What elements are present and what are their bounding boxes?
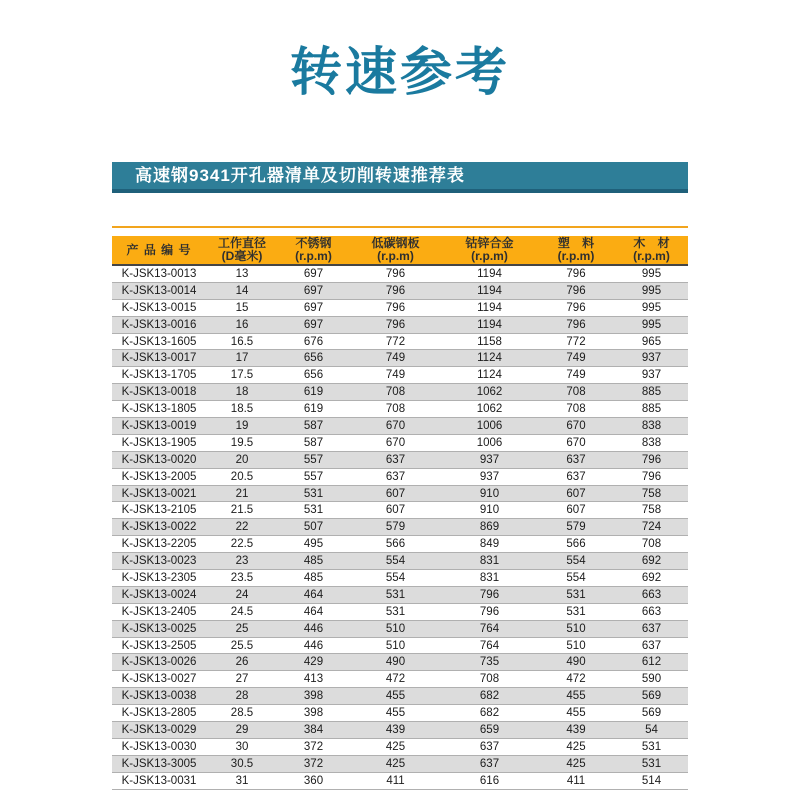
cell: 510 <box>537 638 615 655</box>
cell: 619 <box>278 401 349 418</box>
cell: 554 <box>349 553 442 570</box>
cell: 831 <box>442 553 537 570</box>
cell: 796 <box>537 300 615 317</box>
cell: K-JSK13-0017 <box>112 350 206 367</box>
table-row <box>112 486 688 503</box>
cell: 30.5 <box>206 756 278 773</box>
cell: 510 <box>349 621 442 638</box>
cell: 372 <box>278 739 349 756</box>
banner-title: 高速钢9341开孔器清单及切削转速推荐表 <box>135 166 465 185</box>
cell: 697 <box>278 283 349 300</box>
cell: 708 <box>615 536 688 553</box>
cell: 531 <box>278 502 349 519</box>
cell: 663 <box>615 587 688 604</box>
cell: 25.5 <box>206 638 278 655</box>
cell: 697 <box>278 300 349 317</box>
cell: 507 <box>278 519 349 536</box>
cell: 885 <box>615 384 688 401</box>
cell: 758 <box>615 486 688 503</box>
cell: K-JSK13-2305 <box>112 570 206 587</box>
cell: 995 <box>615 317 688 334</box>
cell: 764 <box>442 621 537 638</box>
cell: 637 <box>615 621 688 638</box>
table-row <box>112 401 688 418</box>
cell: 749 <box>537 350 615 367</box>
cell: 1158 <box>442 334 537 351</box>
cell: 796 <box>537 283 615 300</box>
cell: 869 <box>442 519 537 536</box>
cell: 965 <box>615 334 688 351</box>
cell: 656 <box>278 367 349 384</box>
cell: 19 <box>206 418 278 435</box>
table-row <box>112 367 688 384</box>
table-row <box>112 739 688 756</box>
cell: 510 <box>537 621 615 638</box>
table-row <box>112 671 688 688</box>
cell: 531 <box>615 756 688 773</box>
cell: 670 <box>537 418 615 435</box>
cell: 910 <box>442 502 537 519</box>
cell: K-JSK13-2005 <box>112 469 206 486</box>
cell: 838 <box>615 435 688 452</box>
cell: 937 <box>615 350 688 367</box>
cell: K-JSK13-1605 <box>112 334 206 351</box>
cell: 439 <box>349 722 442 739</box>
cell: 531 <box>537 604 615 621</box>
accent-line <box>112 226 688 228</box>
cell: K-JSK13-0021 <box>112 486 206 503</box>
cell: 398 <box>278 705 349 722</box>
cell: 758 <box>615 502 688 519</box>
cell: K-JSK13-0020 <box>112 452 206 469</box>
cell: 676 <box>278 334 349 351</box>
cell: 590 <box>615 671 688 688</box>
cell: 531 <box>615 739 688 756</box>
cell: 566 <box>537 536 615 553</box>
table-row <box>112 621 688 638</box>
cell: 30 <box>206 739 278 756</box>
cell: 17.5 <box>206 367 278 384</box>
cell: 796 <box>349 317 442 334</box>
cell: K-JSK13-0014 <box>112 283 206 300</box>
cell: 1194 <box>442 283 537 300</box>
cell: 411 <box>537 773 615 790</box>
cell: 656 <box>278 350 349 367</box>
cell: 569 <box>615 705 688 722</box>
speed-table <box>112 236 688 790</box>
speed-table-wrap <box>112 236 688 790</box>
cell: 514 <box>615 773 688 790</box>
table-row <box>112 604 688 621</box>
col-header-low-carbon-steel: 低碳钢板 (r.p.m) <box>349 236 442 266</box>
cell: 398 <box>278 688 349 705</box>
table-row <box>112 300 688 317</box>
cell: 413 <box>278 671 349 688</box>
cell: K-JSK13-2105 <box>112 502 206 519</box>
cell: 510 <box>349 638 442 655</box>
cell: 637 <box>349 469 442 486</box>
cell: 692 <box>615 570 688 587</box>
cell: 1124 <box>442 367 537 384</box>
cell: 1006 <box>442 418 537 435</box>
cell: 446 <box>278 621 349 638</box>
cell: 554 <box>537 553 615 570</box>
cell: 446 <box>278 638 349 655</box>
cell: 455 <box>537 688 615 705</box>
cell: 670 <box>349 435 442 452</box>
table-row <box>112 334 688 351</box>
cell: 637 <box>537 469 615 486</box>
cell: 472 <box>537 671 615 688</box>
cell: 490 <box>537 654 615 671</box>
cell: 23 <box>206 553 278 570</box>
cell: 749 <box>537 367 615 384</box>
cell: 14 <box>206 283 278 300</box>
cell: K-JSK13-2205 <box>112 536 206 553</box>
cell: 531 <box>349 604 442 621</box>
table-row <box>112 688 688 705</box>
cell: 670 <box>537 435 615 452</box>
col-header-cobalt-zinc-alloy: 钴锌合金 (r.p.m) <box>442 236 537 266</box>
cell: 772 <box>537 334 615 351</box>
cell: 360 <box>278 773 349 790</box>
cell: 384 <box>278 722 349 739</box>
cell: 849 <box>442 536 537 553</box>
cell: 838 <box>615 418 688 435</box>
cell: 472 <box>349 671 442 688</box>
cell: 26 <box>206 654 278 671</box>
cell: 566 <box>349 536 442 553</box>
cell: K-JSK13-0019 <box>112 418 206 435</box>
cell: 24 <box>206 587 278 604</box>
table-header <box>112 236 688 266</box>
cell: 16.5 <box>206 334 278 351</box>
table-row <box>112 519 688 536</box>
cell: 749 <box>349 350 442 367</box>
cell: 937 <box>442 469 537 486</box>
col-header-stainless-steel: 不锈钢 (r.p.m) <box>278 236 349 266</box>
table-body <box>112 266 688 790</box>
cell: K-JSK13-1705 <box>112 367 206 384</box>
cell: 439 <box>537 722 615 739</box>
page-title: 转速参考 <box>289 44 510 102</box>
cell: 796 <box>349 300 442 317</box>
cell: 22 <box>206 519 278 536</box>
cell: 23.5 <box>206 570 278 587</box>
cell: 557 <box>278 452 349 469</box>
cell: 796 <box>537 317 615 334</box>
cell: 796 <box>349 283 442 300</box>
cell: 531 <box>349 587 442 604</box>
table-row <box>112 654 688 671</box>
cell: 425 <box>349 756 442 773</box>
cell: 495 <box>278 536 349 553</box>
cell: 796 <box>442 587 537 604</box>
cell: 579 <box>537 519 615 536</box>
cell: 637 <box>615 638 688 655</box>
cell: 796 <box>615 452 688 469</box>
cell: 995 <box>615 283 688 300</box>
cell: 54 <box>615 722 688 739</box>
cell: 485 <box>278 553 349 570</box>
cell: K-JSK13-0031 <box>112 773 206 790</box>
cell: 425 <box>537 756 615 773</box>
cell: 587 <box>278 418 349 435</box>
cell: 885 <box>615 401 688 418</box>
table-row <box>112 502 688 519</box>
cell: 682 <box>442 688 537 705</box>
cell: 490 <box>349 654 442 671</box>
cell: K-JSK13-0015 <box>112 300 206 317</box>
cell: 708 <box>537 384 615 401</box>
cell: 1006 <box>442 435 537 452</box>
table-banner <box>112 162 688 193</box>
cell: 796 <box>349 266 442 283</box>
table-row <box>112 536 688 553</box>
cell: 429 <box>278 654 349 671</box>
cell: K-JSK13-0016 <box>112 317 206 334</box>
col-header-plastic: 塑 料 (r.p.m) <box>537 236 615 266</box>
cell: 637 <box>442 739 537 756</box>
cell: 1194 <box>442 300 537 317</box>
cell: 554 <box>537 570 615 587</box>
cell: 831 <box>442 570 537 587</box>
cell: 796 <box>537 266 615 283</box>
cell: 735 <box>442 654 537 671</box>
cell: K-JSK13-0018 <box>112 384 206 401</box>
cell: 18 <box>206 384 278 401</box>
cell: 772 <box>349 334 442 351</box>
cell: K-JSK13-0022 <box>112 519 206 536</box>
table-row <box>112 553 688 570</box>
cell: 796 <box>442 604 537 621</box>
cell: K-JSK13-2405 <box>112 604 206 621</box>
cell: 554 <box>349 570 442 587</box>
table-row <box>112 638 688 655</box>
cell: 25 <box>206 621 278 638</box>
cell: 749 <box>349 367 442 384</box>
table-row <box>112 773 688 790</box>
cell: 19.5 <box>206 435 278 452</box>
cell: 531 <box>278 486 349 503</box>
cell: K-JSK13-0027 <box>112 671 206 688</box>
cell: 619 <box>278 384 349 401</box>
cell: 607 <box>537 486 615 503</box>
cell: 607 <box>349 486 442 503</box>
cell: 20.5 <box>206 469 278 486</box>
cell: 708 <box>537 401 615 418</box>
cell: 372 <box>278 756 349 773</box>
cell: 910 <box>442 486 537 503</box>
cell: 995 <box>615 266 688 283</box>
cell: K-JSK13-0025 <box>112 621 206 638</box>
cell: K-JSK13-0026 <box>112 654 206 671</box>
cell: 464 <box>278 604 349 621</box>
table-row <box>112 317 688 334</box>
cell: K-JSK13-0023 <box>112 553 206 570</box>
table-row <box>112 418 688 435</box>
cell: 22.5 <box>206 536 278 553</box>
cell: 425 <box>537 739 615 756</box>
cell: K-JSK13-0013 <box>112 266 206 283</box>
table-row <box>112 722 688 739</box>
cell: K-JSK13-0038 <box>112 688 206 705</box>
cell: 607 <box>349 502 442 519</box>
cell: K-JSK13-0024 <box>112 587 206 604</box>
cell: 1194 <box>442 266 537 283</box>
cell: 15 <box>206 300 278 317</box>
table-row <box>112 756 688 773</box>
cell: 708 <box>349 384 442 401</box>
cell: K-JSK13-0030 <box>112 739 206 756</box>
col-header-working-diameter: 工作直径 (D毫米) <box>206 236 278 266</box>
table-row <box>112 570 688 587</box>
cell: 692 <box>615 553 688 570</box>
table-row <box>112 469 688 486</box>
cell: 27 <box>206 671 278 688</box>
cell: 637 <box>349 452 442 469</box>
cell: 607 <box>537 502 615 519</box>
cell: 659 <box>442 722 537 739</box>
cell: 796 <box>615 469 688 486</box>
cell: 485 <box>278 570 349 587</box>
cell: 637 <box>442 756 537 773</box>
cell: 697 <box>278 317 349 334</box>
cell: 464 <box>278 587 349 604</box>
table-row <box>112 452 688 469</box>
table-row <box>112 266 688 283</box>
cell: 21.5 <box>206 502 278 519</box>
cell: 16 <box>206 317 278 334</box>
cell: K-JSK13-0029 <box>112 722 206 739</box>
cell: 24.5 <box>206 604 278 621</box>
cell: K-JSK13-1805 <box>112 401 206 418</box>
cell: 708 <box>442 671 537 688</box>
table-row <box>112 435 688 452</box>
table-row <box>112 705 688 722</box>
cell: K-JSK13-3005 <box>112 756 206 773</box>
cell: 569 <box>615 688 688 705</box>
cell: 937 <box>442 452 537 469</box>
cell: 31 <box>206 773 278 790</box>
cell: 663 <box>615 604 688 621</box>
cell: 425 <box>349 739 442 756</box>
cell: 670 <box>349 418 442 435</box>
cell: 455 <box>349 705 442 722</box>
table-row <box>112 384 688 401</box>
cell: 616 <box>442 773 537 790</box>
table-row <box>112 283 688 300</box>
cell: 455 <box>537 705 615 722</box>
cell: 411 <box>349 773 442 790</box>
table-row <box>112 587 688 604</box>
cell: 1194 <box>442 317 537 334</box>
cell: 29 <box>206 722 278 739</box>
cell: 20 <box>206 452 278 469</box>
col-header-wood: 木 材 (r.p.m) <box>615 236 688 266</box>
cell: 28 <box>206 688 278 705</box>
cell: 708 <box>349 401 442 418</box>
cell: 937 <box>615 367 688 384</box>
cell: K-JSK13-2805 <box>112 705 206 722</box>
cell: 18.5 <box>206 401 278 418</box>
cell: 587 <box>278 435 349 452</box>
col-header-product-id: 产 品 编 号 <box>112 236 206 266</box>
cell: 531 <box>537 587 615 604</box>
cell: 579 <box>349 519 442 536</box>
cell: 21 <box>206 486 278 503</box>
cell: 28.5 <box>206 705 278 722</box>
cell: 1124 <box>442 350 537 367</box>
cell: 1062 <box>442 384 537 401</box>
cell: 995 <box>615 300 688 317</box>
cell: 557 <box>278 469 349 486</box>
table-row <box>112 350 688 367</box>
cell: 682 <box>442 705 537 722</box>
cell: 724 <box>615 519 688 536</box>
cell: 455 <box>349 688 442 705</box>
cell: 637 <box>537 452 615 469</box>
cell: 612 <box>615 654 688 671</box>
cell: K-JSK13-2505 <box>112 638 206 655</box>
cell: 1062 <box>442 401 537 418</box>
cell: K-JSK13-1905 <box>112 435 206 452</box>
cell: 13 <box>206 266 278 283</box>
cell: 697 <box>278 266 349 283</box>
cell: 17 <box>206 350 278 367</box>
cell: 764 <box>442 638 537 655</box>
